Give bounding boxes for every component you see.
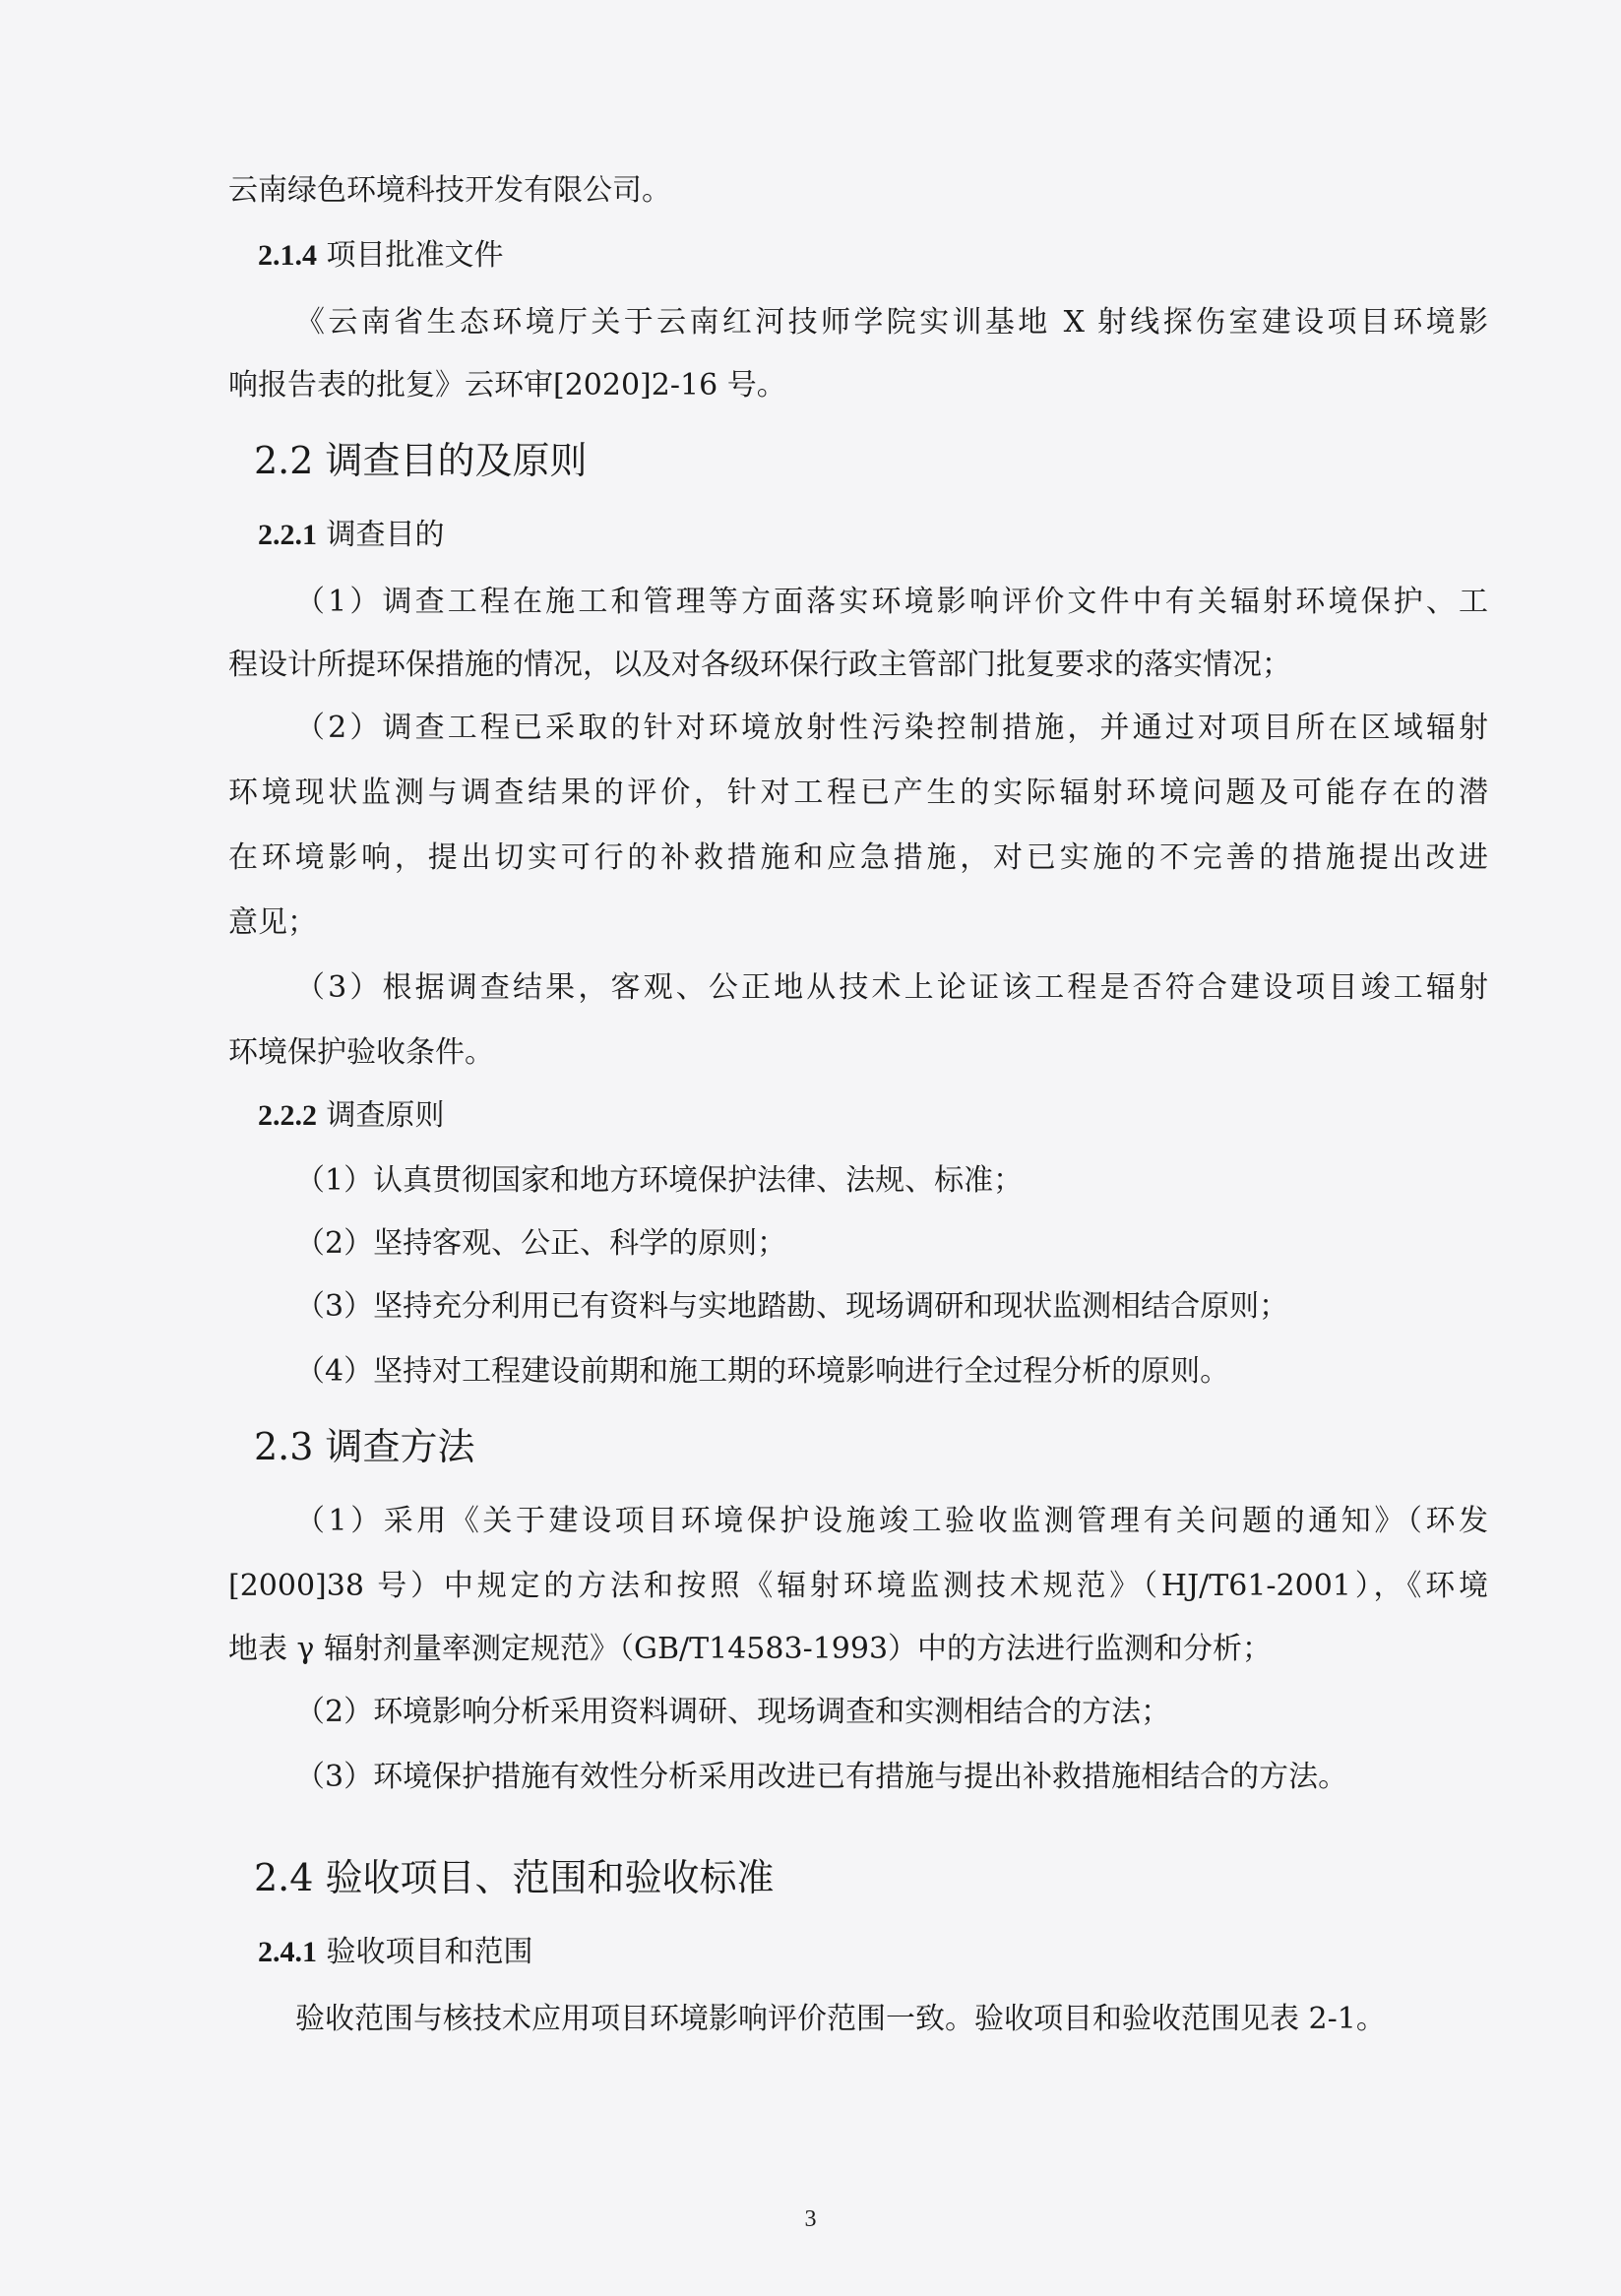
- heading-text: 验收项目和范围: [317, 1935, 533, 1969]
- paragraph-line: 意见；: [228, 905, 317, 940]
- heading-number: 2.2.2: [258, 1099, 317, 1132]
- heading-number: 2.1.4: [258, 239, 317, 272]
- paragraph-line: 地表 γ 辐射剂量率测定规范》（GB/T14583-1993）中的方法进行监测和分析；: [228, 1632, 1273, 1666]
- paragraph-line: （1）调查工程在施工和管理等方面落实环境影响评价文件中有关辐射环境保护、工: [295, 585, 1488, 619]
- paragraph-line: （3）环境保护措施有效性分析采用改进已有措施与提出补救措施相结合的方法。: [295, 1760, 1348, 1794]
- paragraph-line: 环境保护验收条件。: [228, 1035, 494, 1070]
- paragraph-line: （3）坚持充分利用已有资料与实地踏勘、现场调研和现状监测相结合原则；: [295, 1289, 1289, 1324]
- section-heading-2-3: 2.3 调查方法: [254, 1425, 475, 1468]
- paragraph-line: 《云南省生态环境厅关于云南红河技师学院实训基地 X 射线探伤室建设项目环境影: [295, 305, 1488, 340]
- section-heading-2-2-2: [258, 1096, 445, 1136]
- section-heading-2-4-1: [258, 1933, 533, 1972]
- paragraph-line: （1）采用《关于建设项目环境保护设施竣工验收监测管理有关问题的通知》（环发: [295, 1504, 1488, 1538]
- section-heading-2-2-1: [258, 516, 445, 555]
- paragraph-line: 云南绿色环境科技开发有限公司。: [228, 173, 671, 208]
- page-number: 3: [804, 2206, 817, 2232]
- paragraph-line: 环境现状监测与调查结果的评价，针对工程已产生的实际辐射环境问题及可能存在的潜: [228, 776, 1488, 810]
- section-heading-2-1-4: [258, 236, 504, 276]
- paragraph-line: 响报告表的批复》云环审[2020]2-16 号。: [228, 368, 786, 403]
- heading-number: 2.4.1: [258, 1936, 317, 1968]
- paragraph-line: 程设计所提环保措施的情况，以及对各级环保行政主管部门批复要求的落实情况；: [228, 648, 1291, 682]
- paragraph-line: 在环境影响，提出切实可行的补救措施和应急措施，对已实施的不完善的措施提出改进: [228, 840, 1488, 875]
- paragraph-line: （4）坚持对工程建设前期和施工期的环境影响进行全过程分析的原则。: [295, 1354, 1230, 1389]
- paragraph-line: （1）认真贯彻国家和地方环境保护法律、法规、标准；: [295, 1163, 1024, 1198]
- heading-number: 2.2.1: [258, 519, 317, 551]
- paragraph-line: （2）调查工程已采取的针对环境放射性污染控制措施，并通过对项目所在区域辐射: [295, 711, 1488, 745]
- paragraph-line: （3）根据调查结果，客观、公正地从技术上论证该工程是否符合建设项目竣工辐射: [295, 970, 1488, 1005]
- section-heading-2-4: 2.4 验收项目、范围和验收标准: [254, 1856, 775, 1899]
- paragraph-line: （2）环境影响分析采用资料调研、现场调查和实测相结合的方法；: [295, 1695, 1171, 1729]
- heading-text: 项目批准文件: [317, 238, 504, 273]
- heading-text: 调查目的: [317, 518, 445, 552]
- section-heading-2-2: 2.2 调查目的及原则: [254, 439, 588, 482]
- paragraph-line: （2）坚持客观、公正、科学的原则；: [295, 1226, 787, 1261]
- heading-text: 调查原则: [317, 1098, 445, 1133]
- paragraph-line: [2000]38 号）中规定的方法和按照《辐射环境监测技术规范》（HJ/T61-2001），《环境: [228, 1569, 1488, 1603]
- paragraph-line: 验收范围与核技术应用项目环境影响评价范围一致。验收项目和验收范围见表 2-1。: [295, 2002, 1386, 2036]
